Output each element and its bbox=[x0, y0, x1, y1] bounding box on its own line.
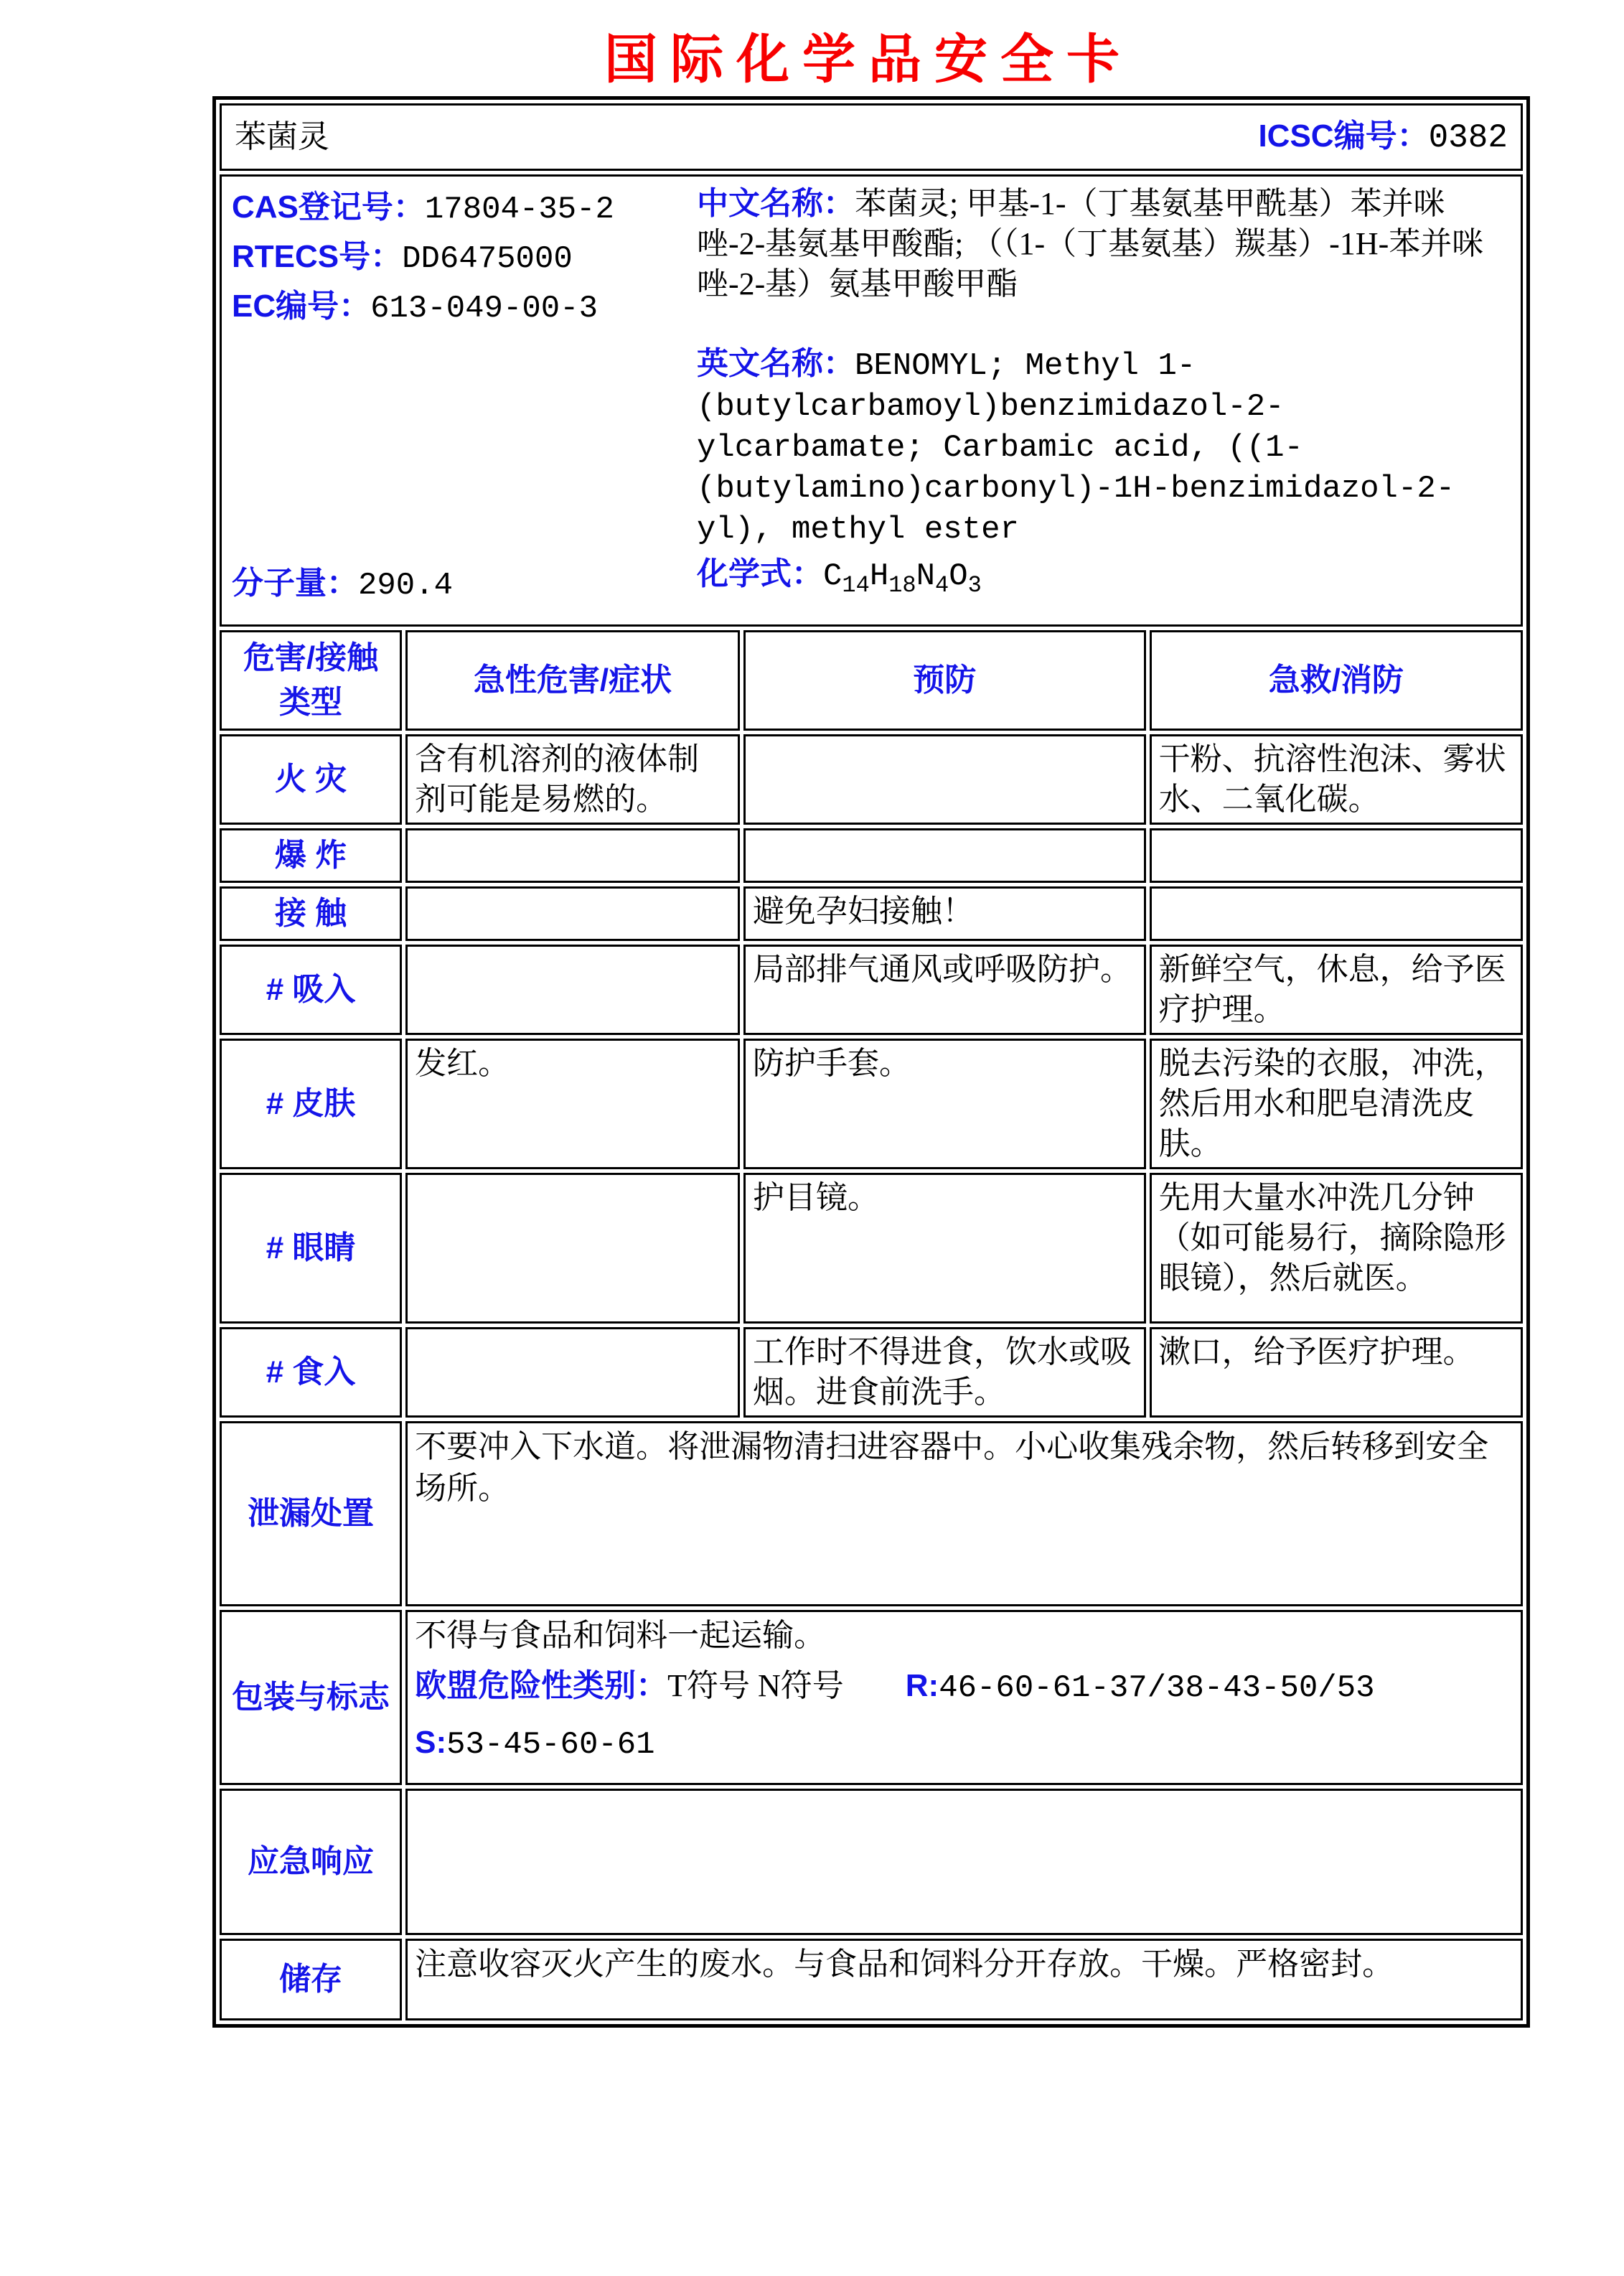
skin-prevention: 防护手套。 bbox=[743, 1039, 1146, 1169]
eyes-prevention: 护目镜。 bbox=[743, 1173, 1146, 1324]
icsc-label: ICSC编号： bbox=[1258, 118, 1429, 154]
skin-symptoms: 发红。 bbox=[405, 1039, 740, 1169]
row-label-packaging-labelling: 包装与标志 bbox=[220, 1610, 402, 1785]
fire-prevention bbox=[743, 734, 1146, 825]
storage-text: 注意收容灭火产生的废水。与食品和饲料分开存放。干燥。严格密封。 bbox=[405, 1939, 1523, 2020]
table-row-storage bbox=[220, 1939, 1523, 2020]
inhalation-symptoms bbox=[405, 945, 740, 1035]
fire-symptoms: 含有机溶剂的液体制剂可能是易燃的。 bbox=[405, 734, 740, 825]
name-cell bbox=[220, 103, 1523, 171]
info-cell bbox=[220, 174, 1523, 627]
contact-first-aid bbox=[1150, 886, 1523, 941]
ec-label: EC编号： bbox=[232, 289, 371, 324]
molecular-weight-value: 290.4 bbox=[358, 568, 454, 604]
cas-number-line bbox=[232, 184, 697, 233]
chemical-formula-line bbox=[697, 554, 1511, 606]
inhalation-first-aid: 新鲜空气，休息，给予医疗护理。 bbox=[1150, 945, 1523, 1035]
chinese-name-paragraph bbox=[697, 184, 1506, 304]
eu-classification-line bbox=[415, 1665, 1513, 1709]
header-hazard-type-line1: 危害/接触 bbox=[243, 640, 379, 675]
english-name-paragraph bbox=[697, 345, 1506, 549]
explosion-prevention bbox=[743, 828, 1146, 883]
table-row-emergency-response bbox=[220, 1789, 1523, 1935]
row-label-storage: 储存 bbox=[220, 1939, 402, 2020]
table-row-spill-disposal bbox=[220, 1421, 1523, 1606]
ec-value: 613-049-00-3 bbox=[370, 291, 598, 327]
table-row-ingestion bbox=[220, 1327, 1523, 1418]
explosion-first-aid bbox=[1150, 828, 1523, 883]
spill-disposal-text: 不要冲入下水道。将泄漏物清扫进容器中。小心收集残余物，然后转移到安全场所。 bbox=[405, 1421, 1523, 1606]
table-row-packaging-labelling bbox=[220, 1610, 1523, 1785]
header-first-aid: 急救/消防 bbox=[1150, 630, 1523, 731]
eyes-first-aid: 先用大量水冲洗几分钟（如可能易行，摘除隐形眼镜），然后就医。 bbox=[1150, 1173, 1523, 1324]
english-name-value: BENOMYL; Methyl 1-(butylcarbamoyl)benzimidazol-2-ylcarbamate; Carbamic acid, ((1-(butylamino)carbonyl)-1H-benzimidazol-2-yl), methyl ester bbox=[697, 348, 1455, 548]
rtecs-value: DD6475000 bbox=[402, 241, 573, 277]
cas-label: CAS登记号： bbox=[232, 189, 425, 225]
english-name-label: 英文名称： bbox=[697, 346, 855, 381]
row-label-skin: # 皮肤 bbox=[220, 1039, 402, 1169]
packaging-transport-line: 不得与食品和饲料一起运输。 bbox=[415, 1618, 826, 1653]
name-row bbox=[220, 103, 1523, 171]
table-row-contact bbox=[220, 886, 1523, 941]
table-row-fire bbox=[220, 734, 1523, 825]
page-title: 国际化学品安全卡 bbox=[604, 29, 1132, 90]
explosion-symptoms bbox=[405, 828, 740, 883]
r-phrases-label: R: bbox=[905, 1668, 939, 1703]
icsc-number-group bbox=[1258, 116, 1508, 158]
row-label-inhalation: # 吸入 bbox=[220, 945, 402, 1035]
s-phrases-value: 53-45-60-61 bbox=[446, 1727, 655, 1763]
molecular-weight-line bbox=[232, 563, 697, 606]
header-symptoms: 急性危害/症状 bbox=[405, 630, 740, 731]
rtecs-number-line bbox=[232, 233, 697, 283]
molecular-weight-label: 分子量： bbox=[232, 566, 358, 601]
row-label-eyes: # 眼睛 bbox=[220, 1173, 402, 1324]
packaging-labelling-cell bbox=[405, 1610, 1523, 1785]
s-phrases-line bbox=[415, 1722, 1513, 1766]
eu-classification-value: T符号 N符号 bbox=[667, 1668, 844, 1703]
icsc-number: 0382 bbox=[1428, 119, 1508, 156]
row-label-ingestion: # 食入 bbox=[220, 1327, 402, 1418]
chinese-name-label: 中文名称： bbox=[697, 186, 855, 221]
s-phrases-label: S: bbox=[415, 1725, 447, 1760]
rtecs-label: RTECS号： bbox=[232, 239, 403, 274]
eyes-symptoms bbox=[405, 1173, 740, 1324]
hazard-header-row bbox=[220, 630, 1523, 731]
identifier-block bbox=[232, 184, 697, 554]
inhalation-prevention: 局部排气通风或呼吸防护。 bbox=[743, 945, 1146, 1035]
safety-card-table bbox=[212, 96, 1530, 2028]
row-label-spill-disposal: 泄漏处置 bbox=[220, 1421, 402, 1606]
header-hazard-type bbox=[220, 630, 402, 731]
row-label-emergency-response: 应急响应 bbox=[220, 1789, 402, 1935]
names-block bbox=[697, 184, 1511, 554]
skin-first-aid: 脱去污染的衣服，冲洗，然后用水和肥皂清洗皮肤。 bbox=[1150, 1039, 1523, 1169]
eu-classification-label: 欧盟危险性类别： bbox=[415, 1668, 668, 1703]
header-hazard-type-line2: 类型 bbox=[279, 685, 343, 720]
table-row-explosion bbox=[220, 828, 1523, 883]
emergency-response-text bbox=[405, 1789, 1523, 1935]
chemical-formula-label: 化学式： bbox=[697, 556, 823, 592]
cas-value: 17804-35-2 bbox=[424, 192, 614, 228]
info-row bbox=[220, 174, 1523, 627]
fire-first-aid: 干粉、抗溶性泡沫、雾状水、二氧化碳。 bbox=[1150, 734, 1523, 825]
table-row-inhalation bbox=[220, 945, 1523, 1035]
chemical-formula-value: $C_{14}H_{18}N_4O_3$ bbox=[823, 558, 982, 599]
ec-number-line bbox=[232, 283, 697, 332]
ingestion-prevention: 工作时不得进食，饮水或吸烟。进食前洗手。 bbox=[743, 1327, 1146, 1418]
ingestion-first-aid: 漱口，给予医疗护理。 bbox=[1150, 1327, 1523, 1418]
chinese-name-value: 苯菌灵; 甲基-1-（丁基氨基甲酰基）苯并咪唑-2-基氨基甲酸酯; （（1-（丁基氨基）羰基）-1H-苯并咪唑-2-基）氨基甲酸甲酯 bbox=[697, 186, 1484, 301]
contact-prevention: 避免孕妇接触！ bbox=[743, 886, 1146, 941]
row-label-fire: 火 灾 bbox=[220, 734, 402, 825]
r-phrases-value: 46-60-61-37/38-43-50/53 bbox=[939, 1670, 1375, 1706]
header-prevention: 预防 bbox=[743, 630, 1146, 731]
contact-symptoms bbox=[405, 886, 740, 941]
chemical-name: 苯菌灵 bbox=[235, 119, 329, 154]
row-label-explosion: 爆 炸 bbox=[220, 828, 402, 883]
ingestion-symptoms bbox=[405, 1327, 740, 1418]
table-row-eyes bbox=[220, 1173, 1523, 1324]
row-label-contact: 接 触 bbox=[220, 886, 402, 941]
table-row-skin bbox=[220, 1039, 1523, 1169]
